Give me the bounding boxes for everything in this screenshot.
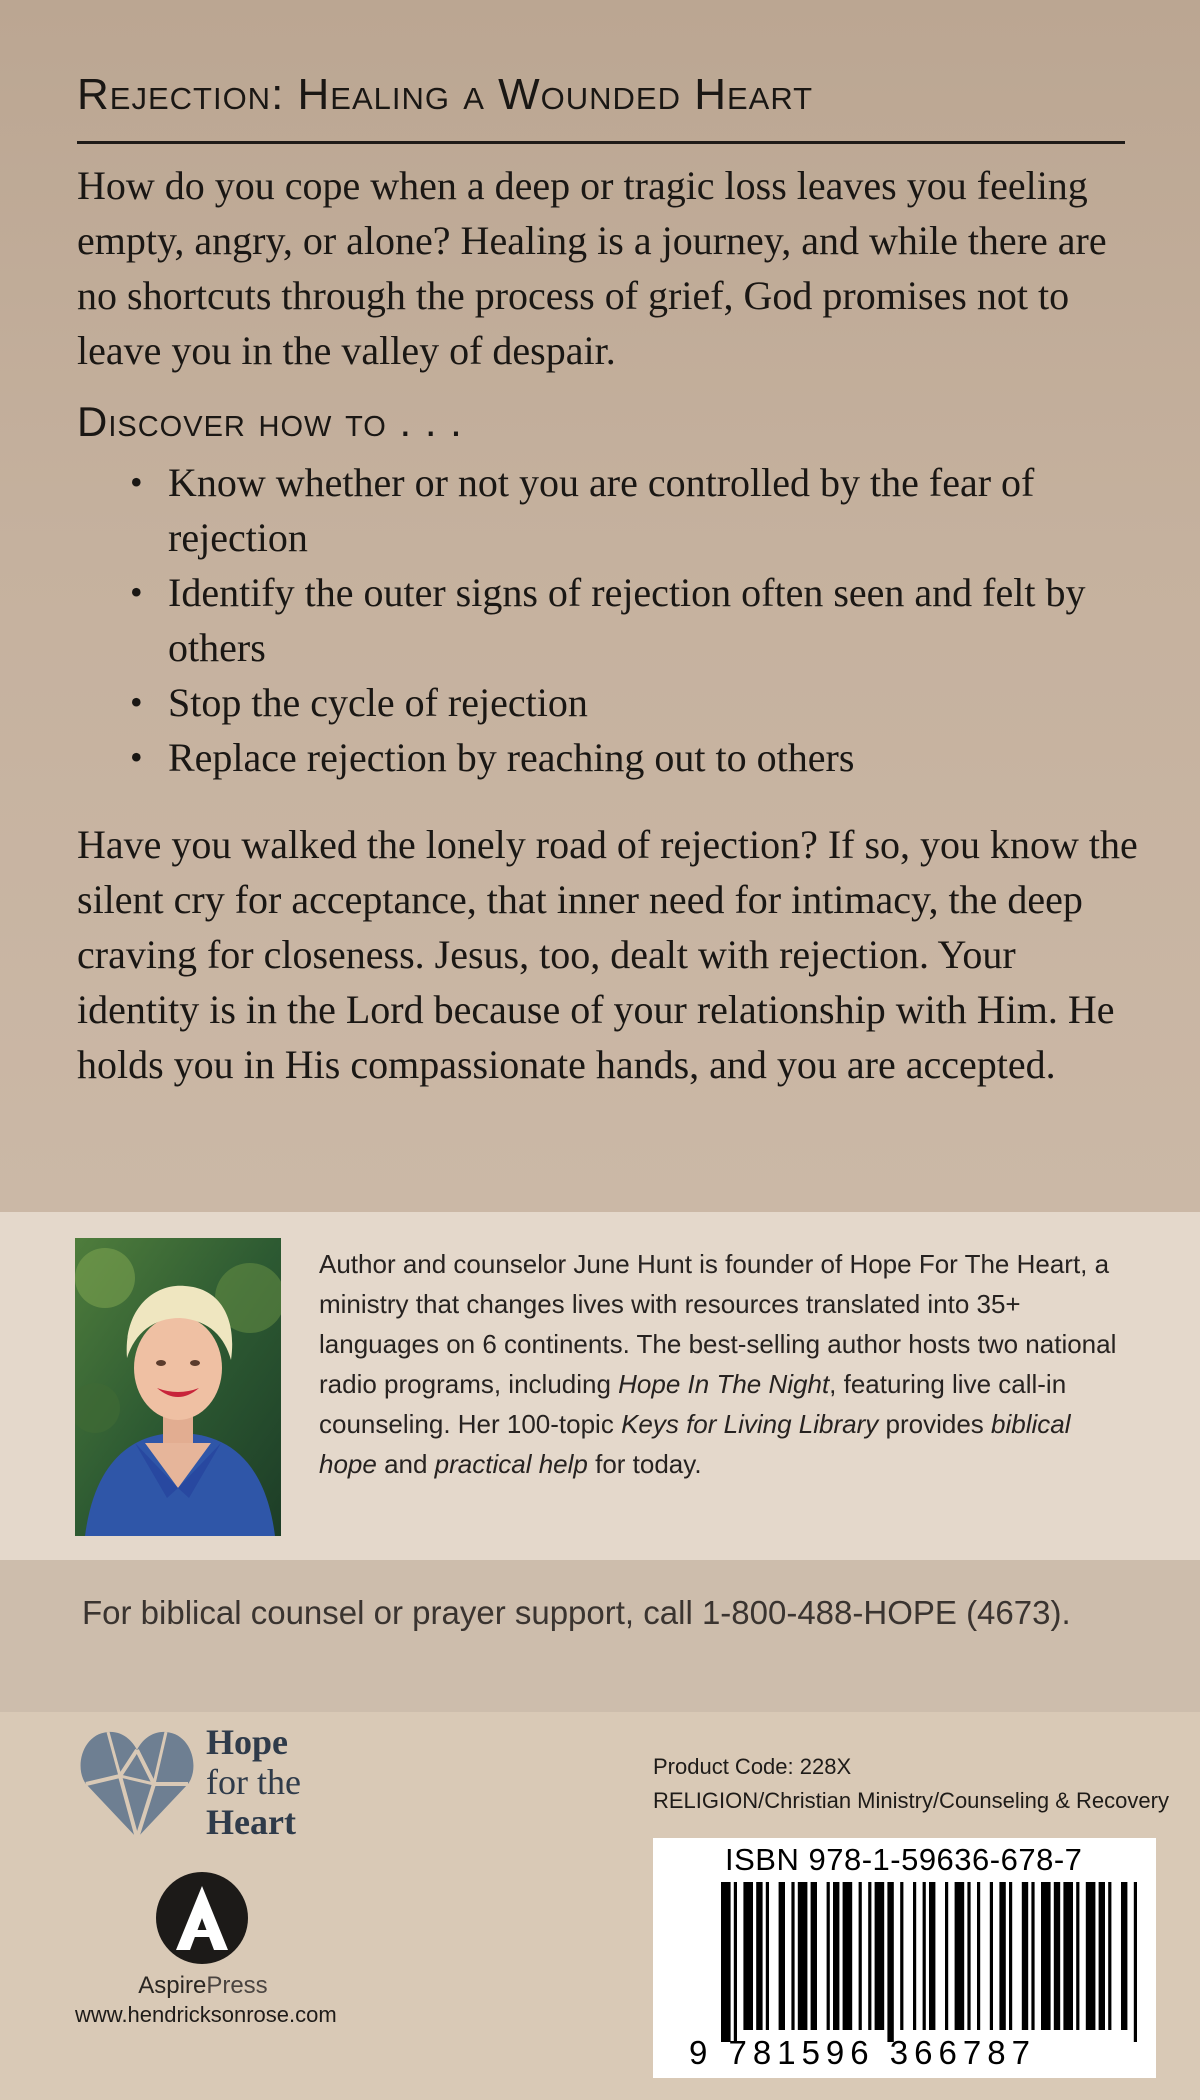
hope-for-the-heart-logo bbox=[80, 1722, 340, 1846]
barcode-bar bbox=[1121, 1882, 1127, 2030]
aspire-press-text: AspirePress bbox=[138, 1972, 268, 1999]
barcode-bar bbox=[929, 1882, 935, 2030]
barcode-bar bbox=[1031, 1882, 1034, 2030]
barcode-bar bbox=[811, 1882, 817, 2030]
author-bio: Author and counselor June Hunt is founder of Hope For The Heart, a ministry that changes lives with resources translated into 35+ languages on 6 continents. The best-selling author hosts two national radio programs, including Hope In The Night, featuring live call-in counseling. Her 100-topic Keys for Living Library provides biblical hope and practical help for today. bbox=[319, 1249, 1117, 1479]
barcode-bar bbox=[766, 1882, 769, 2030]
barcode-digits: 9 781596 366787 bbox=[689, 2034, 1036, 2071]
closing-paragraph: Have you walked the lonely road of rejection? If so, you know the silent cry for acceptance, that inner need for intimacy, the deep craving for closeness. Jesus, too, dealt with rejection. Your identity is in the Lord because of your relationship with Him. He holds you in His compassionate hands, and you are accepted. bbox=[77, 822, 1138, 1087]
author-photo bbox=[75, 1238, 281, 1536]
barcode-bar bbox=[779, 1882, 785, 2030]
barcode-bars bbox=[721, 1882, 1137, 2042]
intro-paragraph: How do you cope when a deep or tragic loss leaves you feeling empty, angry, or alone? Healing is a journey, and while there are no shortcuts through the process of grief, God promises not to leave you in the valley of despair. bbox=[77, 163, 1107, 373]
barcode-bar bbox=[990, 1882, 993, 2030]
barcode-bar bbox=[923, 1882, 926, 2030]
barcode-bar bbox=[721, 1882, 731, 2042]
barcode-bar bbox=[791, 1882, 794, 2030]
product-code: Product Code: 228X bbox=[653, 1754, 852, 1779]
barcode-bar bbox=[1063, 1882, 1073, 2030]
barcode-bar bbox=[1022, 1882, 1028, 2030]
counsel-phone-line: For biblical counsel or prayer support, call 1-800-488-HOPE (4673). bbox=[82, 1594, 1071, 1631]
barcode-bar bbox=[798, 1882, 808, 2030]
publisher-section bbox=[0, 1712, 1200, 2100]
barcode-bar bbox=[875, 1882, 885, 2030]
barcode-bar bbox=[887, 1882, 893, 2042]
barcode-bar bbox=[913, 1882, 916, 2030]
barcode-bar bbox=[945, 1882, 948, 2030]
author-section bbox=[0, 1212, 1200, 1560]
barcode-bar bbox=[967, 1882, 970, 2030]
book-category: RELIGION/Christian Ministry/Counseling & Recovery bbox=[653, 1788, 1169, 1813]
heart-icon bbox=[80, 1726, 195, 1844]
barcode-bar bbox=[1134, 1882, 1137, 2042]
barcode-bar bbox=[999, 1882, 1005, 2030]
barcode-bar bbox=[1099, 1882, 1105, 2030]
discover-list bbox=[130, 455, 1130, 785]
barcode-bar bbox=[900, 1882, 903, 2030]
discover-heading: Discover how to . . . bbox=[77, 398, 463, 445]
barcode-bar bbox=[859, 1882, 862, 2030]
list-item: • Know whether or not you are controlled by the fear of rejection bbox=[130, 455, 1130, 565]
barcode-bar bbox=[827, 1882, 830, 2030]
list-item: • Identify the outer signs of rejection often seen and felt by others bbox=[130, 565, 1130, 675]
barcode-bar bbox=[843, 1882, 853, 2030]
barcode-bar bbox=[868, 1882, 871, 2030]
hope-logo-text: Hope for the Heart bbox=[206, 1722, 301, 1842]
counsel-section bbox=[0, 1560, 1200, 1712]
barcode-bar bbox=[734, 1882, 737, 2042]
list-item: • Stop the cycle of rejection bbox=[130, 675, 1130, 730]
barcode-bar bbox=[1054, 1882, 1060, 2030]
publisher-website: www.hendricksonrose.com bbox=[75, 2002, 337, 2027]
aspire-a-icon bbox=[156, 1872, 248, 1964]
barcode-bar bbox=[955, 1882, 965, 2030]
isbn-barcode bbox=[653, 1838, 1156, 2078]
barcode-bar bbox=[1086, 1882, 1096, 2030]
barcode-bar bbox=[833, 1882, 839, 2030]
aspire-press-logo bbox=[122, 1872, 322, 2002]
book-title: Rejection: Healing a Wounded Heart bbox=[77, 70, 814, 119]
barcode-bar bbox=[1041, 1882, 1051, 2030]
isbn-number: ISBN 978-1-59636-678-7 bbox=[725, 1842, 1083, 1877]
barcode-bar bbox=[743, 1882, 753, 2030]
title-divider bbox=[77, 141, 1125, 144]
barcode-bar bbox=[1009, 1882, 1012, 2030]
barcode-bar bbox=[756, 1882, 762, 2030]
barcode-bar bbox=[1108, 1882, 1111, 2030]
barcode-bar bbox=[1076, 1882, 1079, 2030]
list-item: • Replace rejection by reaching out to others bbox=[130, 730, 1130, 785]
barcode-bar bbox=[977, 1882, 980, 2030]
